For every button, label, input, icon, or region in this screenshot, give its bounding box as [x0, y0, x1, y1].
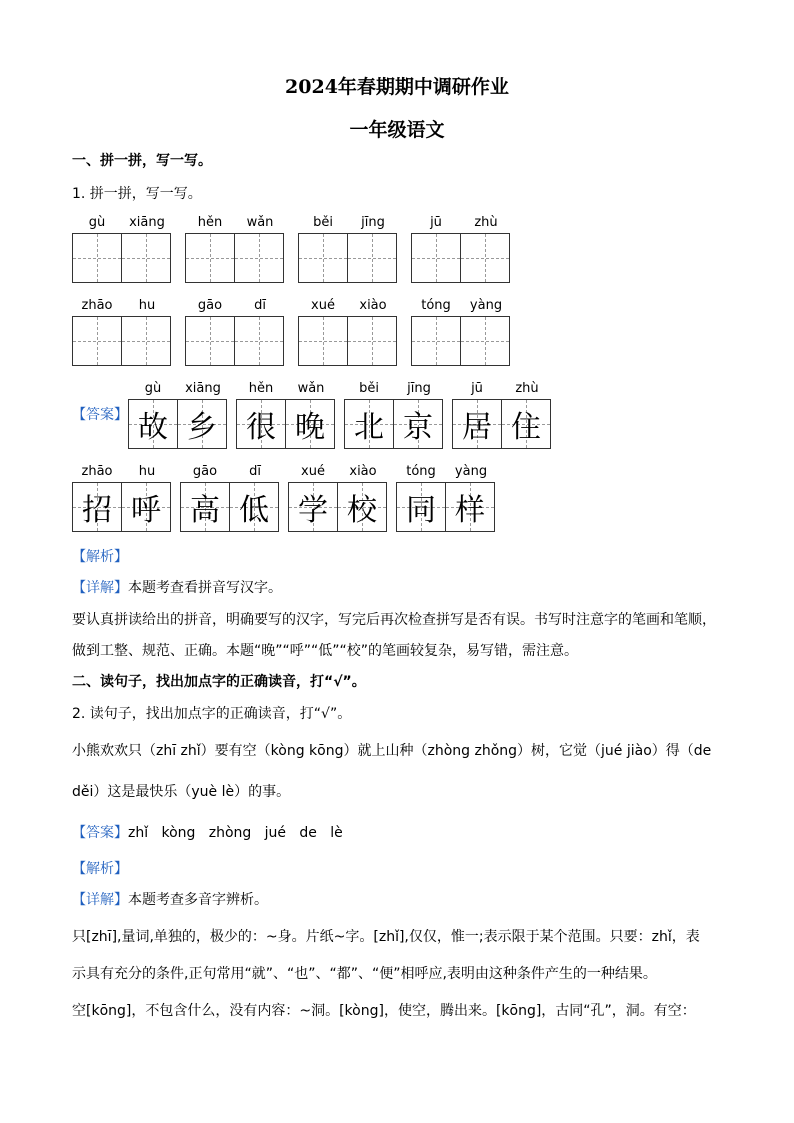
answer-char: 同 [406, 493, 436, 528]
detail-line [72, 889, 268, 909]
answer-group [288, 464, 388, 532]
writing-box [298, 233, 348, 283]
pinyin-label: zhāo [81, 464, 113, 479]
answer-box [229, 482, 279, 532]
writing-box [121, 316, 171, 366]
writing-box [460, 316, 510, 366]
pinyin-label: yàng [469, 298, 503, 313]
writing-box [234, 316, 284, 366]
answer-char: 呼 [131, 493, 161, 528]
answer-char: 招 [82, 493, 112, 528]
answer-char: 很 [246, 410, 276, 445]
pinyin-label: xiào [359, 298, 387, 313]
writing-box [347, 233, 397, 283]
writing-box [72, 233, 122, 283]
pinyin-label: gāo [197, 298, 223, 313]
pinyin-label: hěn [197, 215, 223, 230]
answer-box [72, 482, 122, 532]
question-2: 2. 读句子，找出加点字的正确读音，打“√”。 [72, 706, 352, 722]
answer-box [393, 399, 443, 449]
writing-box [121, 233, 171, 283]
pinyin-label: gù [88, 215, 106, 230]
pinyin-label: tóng [421, 298, 451, 313]
sentence-line: 小熊欢欢只（zhī zhǐ）要有空（kòng kōng）就上山种（zhòng zhǒng）树，它觉（jué jiào）得（de [72, 743, 712, 759]
answer-char: 低 [239, 493, 269, 528]
pinyin-label: jīng [407, 381, 431, 396]
answer-box [285, 399, 335, 449]
answer-label: 【答案】 [72, 825, 128, 841]
section2-heading: 二、读句子，找出加点字的正确读音，打“√”。 [72, 674, 366, 690]
answer-group [396, 464, 496, 532]
writing-box [185, 316, 235, 366]
answer-line [72, 822, 343, 842]
pinyin-label: hu [138, 464, 156, 479]
pinyin-label: wǎn [246, 215, 274, 230]
page-subtitle: 一年级语文 [349, 119, 445, 141]
pinyin-box-group [185, 215, 285, 283]
explanation-line: 只[zhī],量词,单独的，极少的：~身。片纸~字。[zhǐ],仅仅，惟一;表示限于某个范围。只要：zhǐ，表 [72, 929, 700, 945]
pinyin-label: yàng [454, 464, 488, 479]
answer-char: 高 [190, 493, 220, 528]
pinyin-box-group [298, 215, 398, 283]
answer-char: 北 [354, 410, 384, 445]
pinyin-label: běi [313, 215, 333, 230]
writing-box [411, 233, 461, 283]
pinyin-label: jū [430, 215, 442, 230]
answer-char: 晚 [295, 410, 325, 445]
pinyin-label: jū [471, 381, 483, 396]
pinyin-box-group [411, 215, 511, 283]
pinyin-label: hu [138, 298, 156, 313]
pinyin-box-group [185, 298, 285, 366]
detail-label: 【详解】 [72, 892, 128, 908]
writing-box [72, 316, 122, 366]
question-1: 1. 拼一拼，写一写。 [72, 186, 202, 202]
answer-label: 【答案】 [72, 407, 128, 423]
pinyin-box-group [411, 298, 511, 366]
pinyin-label: gù [144, 381, 162, 396]
answer-box [337, 482, 387, 532]
analysis-label: 【解析】 [72, 861, 128, 877]
answer-char: 京 [403, 410, 433, 445]
pinyin-box-group [72, 215, 172, 283]
detail-label: 【详解】 [72, 580, 128, 596]
pinyin-label: gāo [192, 464, 218, 479]
answer-group [236, 381, 336, 449]
pinyin-label: zhù [515, 381, 539, 396]
pinyin-label: hěn [248, 381, 274, 396]
answer-box [180, 482, 230, 532]
answer-char: 学 [298, 493, 328, 528]
pinyin-label: xiāng [185, 381, 221, 396]
answer-box [501, 399, 551, 449]
writing-box [460, 233, 510, 283]
answer-group [452, 381, 552, 449]
pinyin-label: xué [301, 464, 325, 479]
answer-box [121, 482, 171, 532]
answer-box [288, 482, 338, 532]
detail-line [72, 577, 282, 597]
pinyin-label: xué [311, 298, 335, 313]
paragraph-line: 做到工整、规范、正确。本题“晚”“呼”“低”“校”的笔画较复杂，易写错，需注意。 [72, 643, 579, 659]
pinyin-label: dī [254, 298, 266, 313]
answer-group [344, 381, 444, 449]
detail-text: 本题考查多音字辨析。 [128, 892, 268, 908]
answer-char: 居 [462, 410, 492, 445]
explanation-line: 空[kōng]，不包含什么，没有内容：~洞。[kòng]，使空，腾出来。[kōng]，古同“孔”，洞。有空： [72, 1003, 696, 1019]
answer-box [445, 482, 495, 532]
answer-box [236, 399, 286, 449]
pinyin-label: tóng [406, 464, 436, 479]
answer-text: zhǐ kòng zhòng jué de lè [128, 825, 343, 841]
analysis-label: 【解析】 [72, 549, 128, 565]
writing-box [411, 316, 461, 366]
answer-box [177, 399, 227, 449]
writing-box [347, 316, 397, 366]
writing-box [234, 233, 284, 283]
pinyin-label: dī [249, 464, 261, 479]
answer-char: 校 [347, 493, 377, 528]
pinyin-label: zhāo [81, 298, 113, 313]
detail-text: 本题考查看拼音写汉字。 [128, 580, 282, 596]
answer-box [128, 399, 178, 449]
pinyin-box-group [298, 298, 398, 366]
answer-char: 乡 [187, 410, 217, 445]
pinyin-label: wǎn [297, 381, 325, 396]
answer-box [452, 399, 502, 449]
answer-char: 故 [138, 410, 168, 445]
answer-group [72, 464, 172, 532]
pinyin-label: běi [359, 381, 379, 396]
answer-char: 样 [455, 493, 485, 528]
answer-group [180, 464, 280, 532]
explanation-line: 示具有充分的条件,正句常用“就”、“也”、“都”、“便”相呼应,表明由这种条件产生的一种结果。 [72, 966, 657, 982]
answer-char: 住 [511, 410, 541, 445]
writing-box [298, 316, 348, 366]
pinyin-label: xiào [349, 464, 377, 479]
section1-heading: 一、拼一拼，写一写。 [72, 153, 212, 169]
answer-box [396, 482, 446, 532]
paragraph-line: 要认真拼读给出的拼音，明确要写的汉字，写完后再次检查拼写是否有误。书写时注意字的笔画和笔顺， [72, 612, 716, 628]
pinyin-label: xiāng [129, 215, 165, 230]
answer-group [128, 381, 228, 449]
page-title: 2024年春期期中调研作业 [285, 76, 509, 98]
answer-box [344, 399, 394, 449]
sentence-line: děi）这是最快乐（yuè lè）的事。 [72, 784, 291, 800]
pinyin-label: zhù [474, 215, 498, 230]
writing-box [185, 233, 235, 283]
pinyin-box-group [72, 298, 172, 366]
pinyin-label: jīng [361, 215, 385, 230]
